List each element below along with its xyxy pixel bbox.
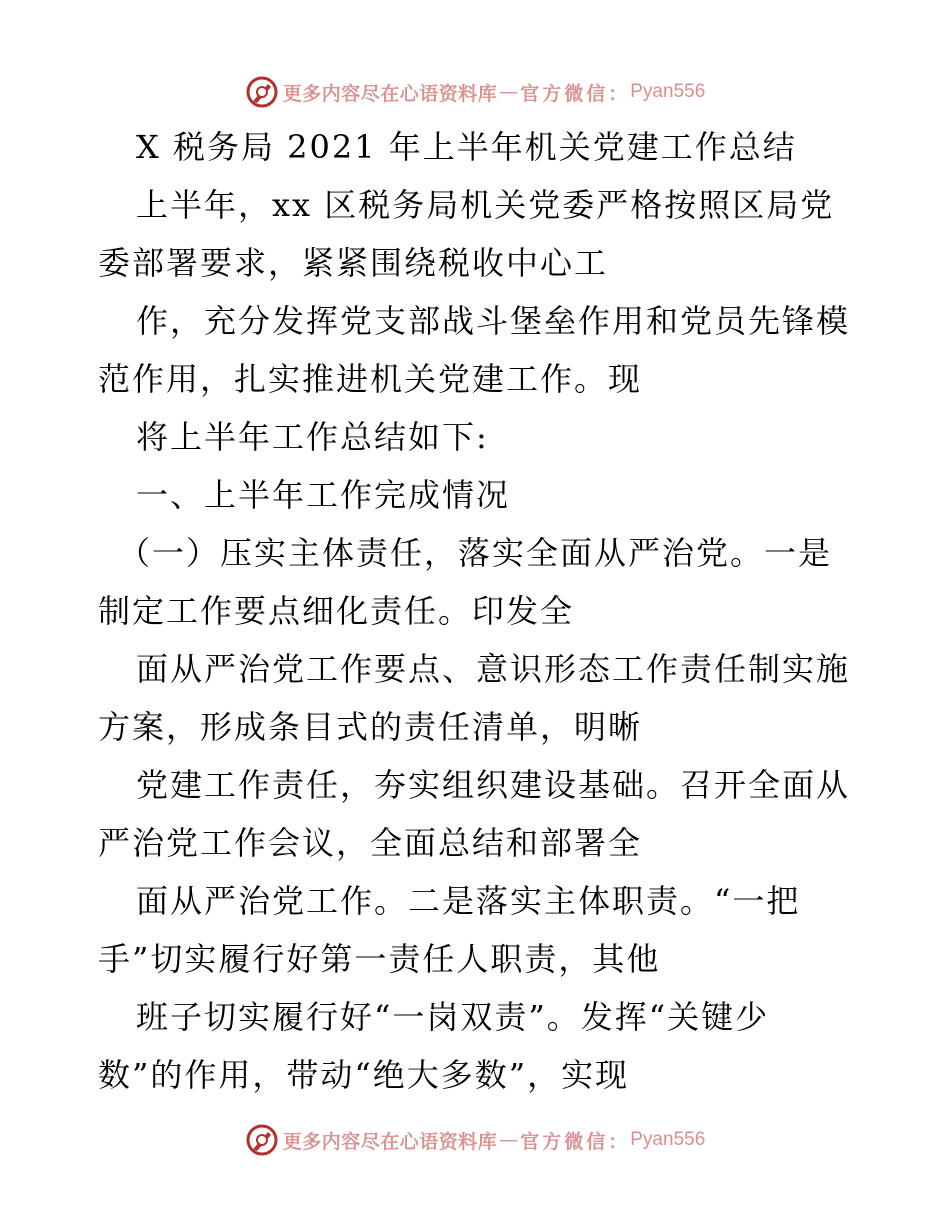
watermark-official-label: 官方微信： xyxy=(520,1130,631,1153)
paragraph-line: 严治党工作会议，全面总结和部署全 xyxy=(98,824,643,862)
paragraph-line: 面从严治党工作。二是落实主体职责。“一把 xyxy=(136,882,801,920)
paragraph-line: 将上半年工作总结如下: xyxy=(136,418,489,456)
paragraph-line: 面从严治党工作要点、意识形态工作责任制实施 xyxy=(136,650,851,688)
header-watermark xyxy=(0,72,950,112)
pen-logo-icon xyxy=(245,1123,279,1157)
paragraph-line: 手”切实履行好第一责任人职责，其他 xyxy=(98,940,661,978)
paragraph-line: 方案，形成条目式的责任清单，明晰 xyxy=(98,708,643,746)
paragraph-line: 上半年，xx 区税务局机关党委严格按照区局党 xyxy=(136,186,835,224)
watermark-site-text: 更多内容尽在心语资料库 xyxy=(282,1130,498,1153)
watermark-wechat-id: Pyan556 xyxy=(630,1129,706,1150)
watermark-dash: — xyxy=(499,81,519,103)
paragraph-line: 作，充分发挥党支部战斗堡垒作用和党员先锋模 xyxy=(136,302,851,340)
footer-watermark xyxy=(0,1120,950,1160)
watermark-official-label: 官方微信： xyxy=(520,82,631,105)
paragraph-line: 班子切实履行好“一岗双责”。发挥“关键少 xyxy=(136,998,770,1036)
watermark-wechat-id: Pyan556 xyxy=(630,81,706,102)
section-heading: 一、上半年工作完成情况 xyxy=(136,476,511,514)
paragraph-line: 委部署要求，紧紧围绕税收中心工 xyxy=(98,244,609,282)
paragraph-line: （一）压实主体责任，落实全面从严治党。一是 xyxy=(118,534,833,572)
paragraph-line: 数”的作用，带动“绝大多数”，实现 xyxy=(98,1056,630,1094)
watermark-site-text: 更多内容尽在心语资料库 xyxy=(282,82,498,105)
document-title: X 税务局 2021 年上半年机关党建工作总结 xyxy=(136,128,797,166)
pen-logo-icon xyxy=(245,75,279,109)
paragraph-line: 范作用，扎实推进机关党建工作。现 xyxy=(98,360,643,398)
watermark-dash: — xyxy=(499,1129,519,1151)
paragraph-line: 制定工作要点细化责任。印发全 xyxy=(98,592,575,630)
paragraph-line: 党建工作责任，夯实组织建设基础。召开全面从 xyxy=(136,766,851,804)
